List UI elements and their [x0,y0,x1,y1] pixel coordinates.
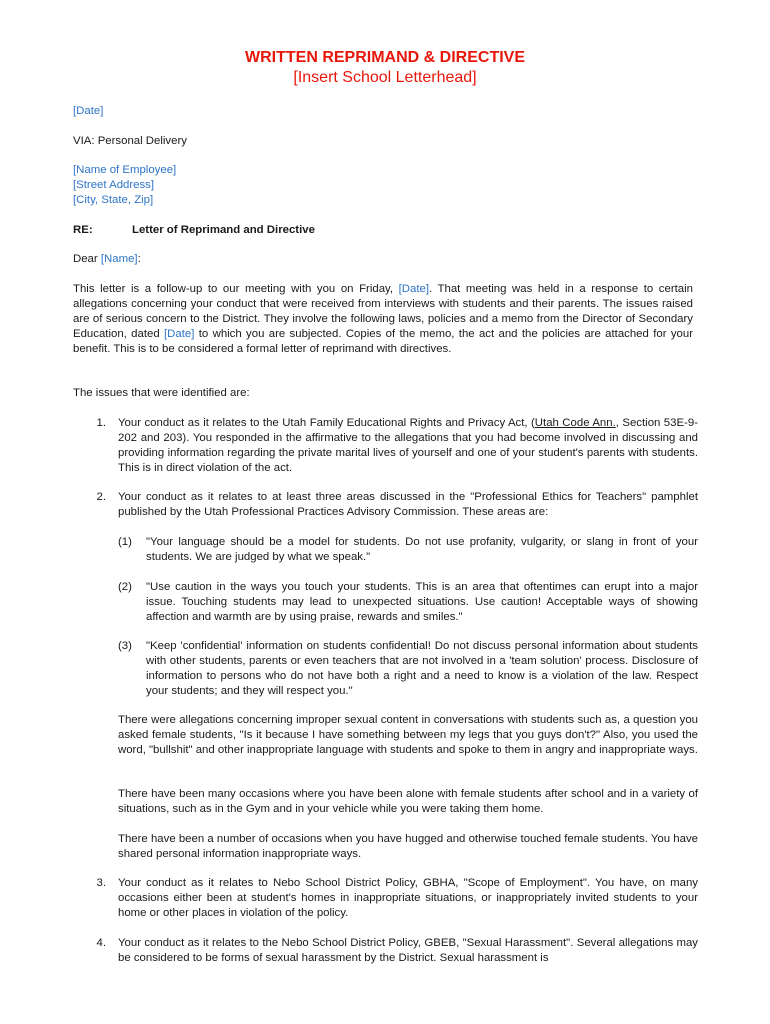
item-4-number: 4. [96,937,106,949]
sub-item-1-number: (1) [118,536,132,548]
memo-date-placeholder: [Date] [164,328,195,340]
salutation [73,252,141,267]
street-address-placeholder: [Street Address] [73,179,155,191]
item-4-text: Your conduct as it relates to the Nebo School District Policy, GBEB, "Sexual Harassment". Several allegations may be considered to be forms of sexual harassment by the District. Sexual harassment is [118,937,698,964]
document-title: WRITTEN REPRIMAND & DIRECTIVE [245,49,525,66]
recipient-name-placeholder: [Name] [100,253,138,265]
re-label: RE: [73,224,93,236]
sub-item-3-number: (3) [118,640,132,652]
intro-paragraph [73,282,693,357]
intro-text-2: . That meeting was held in a response to certain allegations concerning your conduct that were received from interviews with students and their parents. The issues raised are of serious concern to the District. They involve the following laws, policies and a memo from the Director of Secondary Education, dated [73,283,693,340]
allegations-paragraph-1: There were allegations concerning improper sexual content in conversations with students such as, a question you asked female students, "Is it because I have something between my legs that you guys don't?" Also, you used the word, "bullshit" and other inappropriate language with students and spoke to them in angry and inappropriate ways. [118,714,698,756]
allegations-paragraph-3: There have been a number of occasions when you have hugged and otherwise touched female students. You have shared personal information inappropriate ways. [118,833,698,860]
meeting-date-placeholder: [Date] [398,283,430,295]
intro-text-1: This letter is a follow-up to our meeting with you on Friday, [73,283,399,295]
item-1-text-part1: Your conduct as it relates to the Utah Family Educational Rights and Privacy Act, ( [118,417,535,429]
salutation-suffix: : [137,253,141,265]
item-3-number: 3. [96,877,106,889]
employee-name-placeholder: [Name of Employee] [73,164,177,176]
via-line: VIA: Personal Delivery [73,135,187,147]
re-subject: Letter of Reprimand and Directive [132,224,315,236]
sub-item-1-text: "Your language should be a model for students. Do not use profanity, vulgarity, or slang in front of your students. We are judged by what we speak." [146,536,698,563]
item-1-text-part2: , Section 53E-9-202 and 203). You responded in the affirmative to the allegations that you had become involved in discussing and providing information regarding the private marital lives of yourself and one of your student's parents with students. This is in direct violation of the act. [118,417,698,474]
sub-item-2-number: (2) [118,581,132,593]
utah-code-reference: Utah Code Ann. [534,417,616,429]
item-2-number: 2. [96,491,106,503]
letterhead-placeholder: [Insert School Letterhead] [293,69,477,86]
item-3-text: Your conduct as it relates to Nebo School District Policy, GBHA, "Scope of Employment". You have, on many occasions either been at student's homes in inappropriate situations, or inappropriately invited students to your home or other places in violation of the policy. [118,877,698,919]
allegations-paragraph-2: There have been many occasions where you have been alone with female students after school and in a variety of situations, such as in the Gym and in your vehicle while you were taking them home. [118,788,698,815]
date-placeholder: [Date] [73,105,104,117]
sub-item-3-text: "Keep 'confidential' information on students confidential! Do not discuss personal information about students with other students, parents or even teachers that are not involved in a 'team solution' process. Disclosure of information to persons who do not have both a right and a need to know is a violation of the law. Respect your students; and they will respect you." [146,640,698,697]
salutation-prefix: Dear [73,253,101,265]
item-2-text: Your conduct as it relates to at least three areas discussed in the "Professional Ethics for Teachers" pamphlet published by the Utah Professional Practices Advisory Commission. These areas are: [118,491,698,518]
item-1-text [118,416,698,476]
intro-text-3: to which you are subjected. Copies of the memo, the act and the policies are attached for your benefit. This is to be considered a formal letter of reprimand with directives. [73,328,693,355]
city-state-zip-placeholder: [City, State, Zip] [73,194,154,206]
item-1-number: 1. [96,417,106,429]
issues-intro: The issues that were identified are: [73,387,250,399]
sub-item-2-text: "Use caution in the ways you touch your students. This is an area that oftentimes can erupt into a major issue. Touching students may lead to unexpected situations. Use caution! Acceptable ways of showing affection and warmth are by using praise, rewards and smiles." [146,581,698,623]
